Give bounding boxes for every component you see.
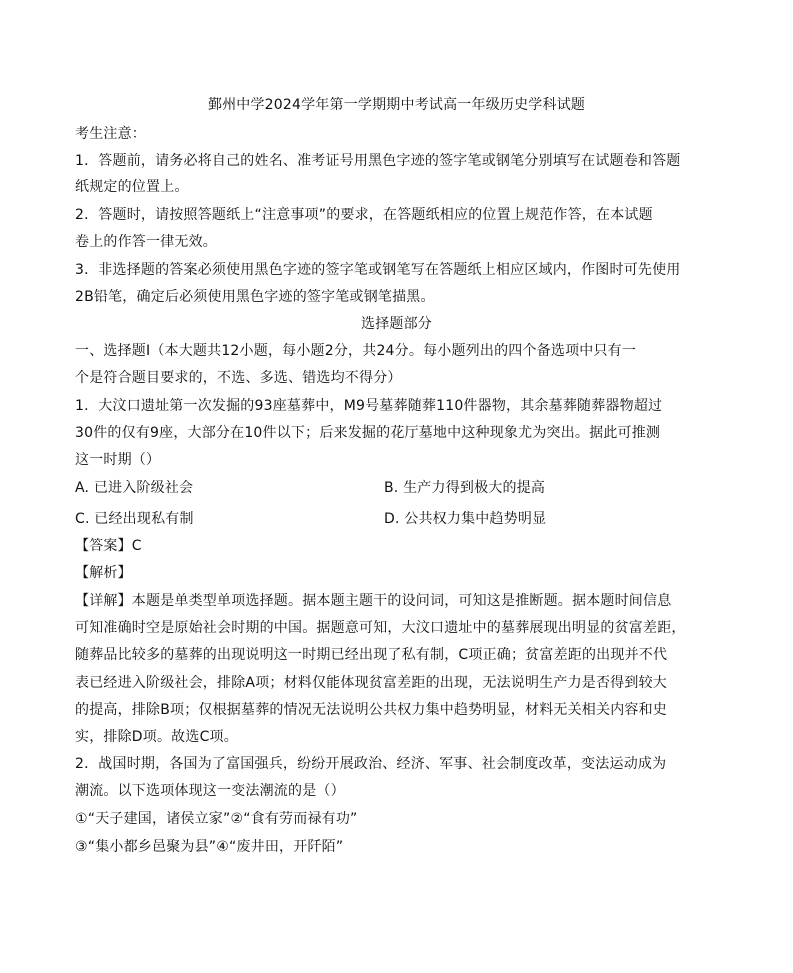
q1-analysis-label: 【解析】: [75, 565, 132, 581]
notice-line: 2B铅笔，确定后必须使用黑色字迹的签字笔或钢笔描黑。: [75, 289, 435, 305]
q2-items-line: ①“天子建国，诸侯立家”②“食有劳而禄有功”: [75, 811, 358, 827]
q1-detail-line: 的提高，排除B项；仅根据墓葬的情况无法说明公共权力集中趋势明显，材料无关相关内容和史: [75, 702, 668, 718]
q1-option-d: D. 公共权力集中趋势明显: [384, 511, 547, 527]
part-intro-line: 个是符合题目要求的，不选、多选、错选均不得分）: [75, 370, 402, 386]
q1-stem-line: 30件的仅有9座，大部分在10件以下；后来发掘的花厅墓地中这种现象尤为突出。据此可推测: [75, 425, 661, 441]
notice-line: 卷上的作答一律无效。: [75, 234, 217, 250]
notice-line: 1．答题前，请务必将自己的姓名、准考证号用黑色字迹的签字笔或钢笔分别填写在试题卷和答题: [75, 153, 681, 169]
notice-heading: 考生注意：: [75, 126, 146, 142]
exam-title: 鄞州中学2024学年第一学期期中考试高一年级历史学科试题: [207, 97, 586, 113]
q1-detail-line: 可知准确时空是原始社会时期的中国。据题意可知，大汶口遗址中的墓葬展现出明显的贫富差距，: [75, 620, 686, 636]
q1-answer: 【答案】C: [75, 538, 142, 554]
q1-option-a: A. 已进入阶级社会: [75, 480, 194, 496]
q1-detail-line: 随葬品比较多的墓葬的出现说明这一时期已经出现了私有制，C项正确；贫富差距的出现并不代: [75, 647, 668, 663]
q1-stem-line: 1．大汶口遗址第一次发掘的93座墓葬中，M9号墓葬随葬110件器物，其余墓葬随葬器物超过: [75, 398, 663, 414]
section-title: 选择题部分: [361, 316, 432, 332]
q1-option-c: C. 已经出现私有制: [75, 511, 194, 527]
q2-items-line: ③“集小都乡邑聚为县”④“废井田，开阡陌”: [75, 839, 344, 855]
q1-detail-line: 表已经进入阶级社会，排除A项；材料仅能体现贫富差距的出现，无法说明生产力是否得到较大: [75, 675, 667, 691]
q1-option-b: B. 生产力得到极大的提高: [384, 480, 546, 496]
notice-line: 3．非选择题的答案必须使用黑色字迹的签字笔或钢笔写在答题纸上相应区域内，作图时可先使用: [75, 262, 681, 278]
q1-detail-line: 【详解】本题是单类型单项选择题。据本题主题干的设问词，可知这是推断题。据本题时间信息: [75, 593, 672, 609]
notice-line: 纸规定的位置上。: [75, 179, 189, 195]
q1-detail-line: 实，排除D项。故选C项。: [75, 729, 238, 745]
q2-stem-line: 潮流。以下选项体现这一变法潮流的是（）: [75, 783, 345, 799]
notice-line: 2．答题时，请按照答题纸上“注意事项”的要求，在答题纸相应的位置上规范作答，在本试题: [75, 207, 653, 223]
part-intro-line: 一、选择题Ⅰ（本大题共12小题，每小题2分，共24分。每小题列出的四个备选项中只有一: [75, 343, 637, 359]
q1-stem-line: 这一时期（）: [75, 452, 161, 468]
q2-stem-line: 2．战国时期，各国为了富国强兵，纷纷开展政治、经济、军事、社会制度改革，变法运动成为: [75, 756, 667, 772]
